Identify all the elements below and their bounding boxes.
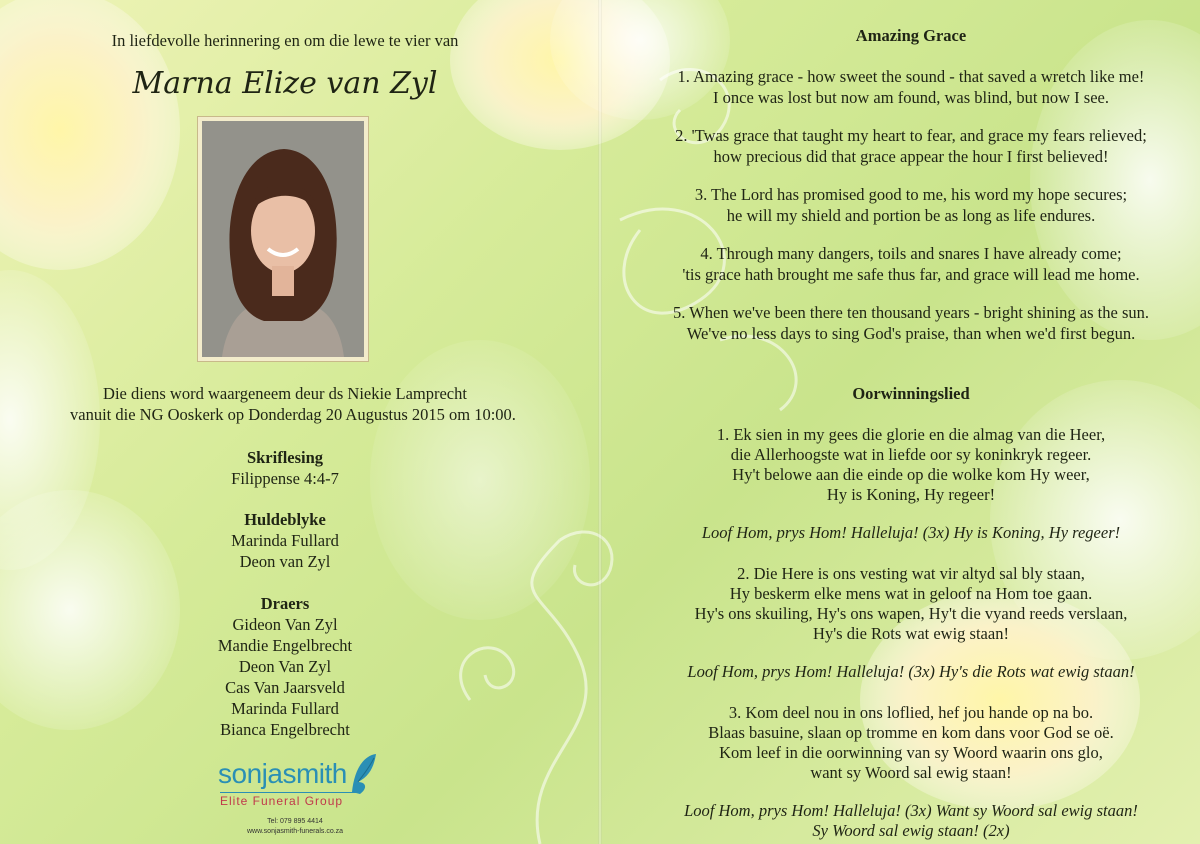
hymn-line: Hy is Koning, Hy regeer! (826, 485, 996, 504)
bearer-name: Marinda Fullard (231, 699, 339, 718)
hymn-line: 1. Ek sien in my gees die glorie en die almag van die Heer, (716, 425, 1106, 444)
intro-line: In liefdevolle herinnering en om die lewe te vier van (111, 31, 459, 50)
portrait-photo (197, 116, 369, 362)
butterfly-icon (348, 752, 380, 796)
hymn-line: 'tis grace hath brought me safe thus far, and grace will lead me home. (682, 265, 1140, 284)
hymn-line: 2. 'Twas grace that taught my heart to fear, and grace my fears relieved; (675, 126, 1147, 145)
tributes-heading: Huldeblyke (244, 510, 326, 529)
hymn-title-amazing-grace: Amazing Grace (855, 26, 967, 45)
brand-subtitle: Elite Funeral Group (220, 794, 344, 808)
contact-website: www.sonjasmith-funerals.co.za (246, 828, 344, 835)
scripture-heading: Skriflesing (246, 448, 324, 467)
hymn-chorus: Loof Hom, prys Hom! Halleluja! (3x) Want sy Woord sal ewig staan! (684, 801, 1138, 820)
scripture-reference: Filippense 4:4-7 (231, 469, 339, 488)
bearers-heading: Draers (260, 594, 310, 613)
hymn-line: 2. Die Here is ons vesting wat vir altyd sal bly staan, (737, 564, 1085, 583)
brand-wordmark: sonjasmith (218, 758, 347, 789)
hymn-line: Hy beskerm elke mens wat in geloof na Hom toe gaan. (729, 584, 1093, 603)
hymn-line: Hy's die Rots wat ewig staan! (813, 624, 1009, 643)
hymn-line: I once was lost but now am found, was blind, but now I see. (713, 88, 1109, 107)
bearer-name: Mandie Engelbrecht (217, 636, 353, 655)
bearer-name: Gideon Van Zyl (232, 615, 338, 634)
hymn-line: die Allerhoogste wat in liefde oor sy koninkryk regeer. (730, 445, 1092, 464)
contact-phone: Tel: 079 895 4414 (267, 818, 323, 825)
tribute-name: Marinda Fullard (231, 531, 339, 550)
hymn-line: 3. The Lord has promised good to me, his word my hope secures; (694, 185, 1128, 204)
hymn-line: how precious did that grace appear the hour I first believed! (713, 147, 1109, 166)
hymn-chorus: Sy Woord sal ewig staan! (2x) (812, 821, 1010, 840)
bearer-name: Bianca Engelbrecht (220, 720, 350, 739)
funeral-home-logo (210, 752, 380, 842)
hymn-line: 5. When we've been there ten thousand years - bright shining as the sun. (672, 303, 1149, 322)
hymn-line: want sy Woord sal ewig staan! (810, 763, 1012, 782)
left-page (0, 0, 598, 844)
bearer-name: Cas Van Jaarsveld (225, 678, 345, 697)
hymn-chorus: Loof Hom, prys Hom! Halleluja! (3x) Hy's die Rots wat ewig staan! (687, 662, 1135, 681)
hymn-line: Blaas basuine, slaan op tromme en kom dans voor God se oë. (708, 723, 1114, 742)
tribute-name: Deon van Zyl (239, 552, 331, 571)
hymn-line: 3. Kom deel nou in ons loflied, hef jou hande op na bo. (728, 703, 1094, 722)
hymn-title-oorwinningslied: Oorwinningslied (852, 384, 970, 403)
bearer-name: Deon Van Zyl (238, 657, 332, 676)
hymn-line: he will my shield and portion be as long as life endures. (726, 206, 1096, 225)
deceased-name: Marna Elize van Zyl (132, 66, 438, 101)
hymn-line: Kom leef in die oorwinning van sy Woord waarin ons glo, (719, 743, 1103, 762)
hymn-line: 4. Through many dangers, toils and snares I have already come; (700, 244, 1122, 263)
hymn-line: Hy't belowe aan die einde op die wolke kom Hy weer, (732, 465, 1090, 484)
service-line-1: Die diens word waargeneem deur ds Niekie Lamprecht (103, 384, 467, 403)
hymn-line: Hy's ons skuiling, Hy's ons wapen, Hy't die vyand reeds verslaan, (694, 604, 1128, 623)
hymn-line: 1. Amazing grace - how sweet the sound - that saved a wretch like me! (677, 67, 1145, 86)
right-page (602, 0, 1200, 844)
hymn-chorus: Loof Hom, prys Hom! Halleluja! (3x) Hy is Koning, Hy regeer! (701, 523, 1121, 542)
logo-divider (220, 792, 358, 793)
service-line-2: vanuit die NG Ooskerk op Donderdag 20 Augustus 2015 om 10:00. (70, 405, 516, 424)
hymn-line: We've no less days to sing God's praise, than when we'd first begun. (686, 324, 1136, 343)
